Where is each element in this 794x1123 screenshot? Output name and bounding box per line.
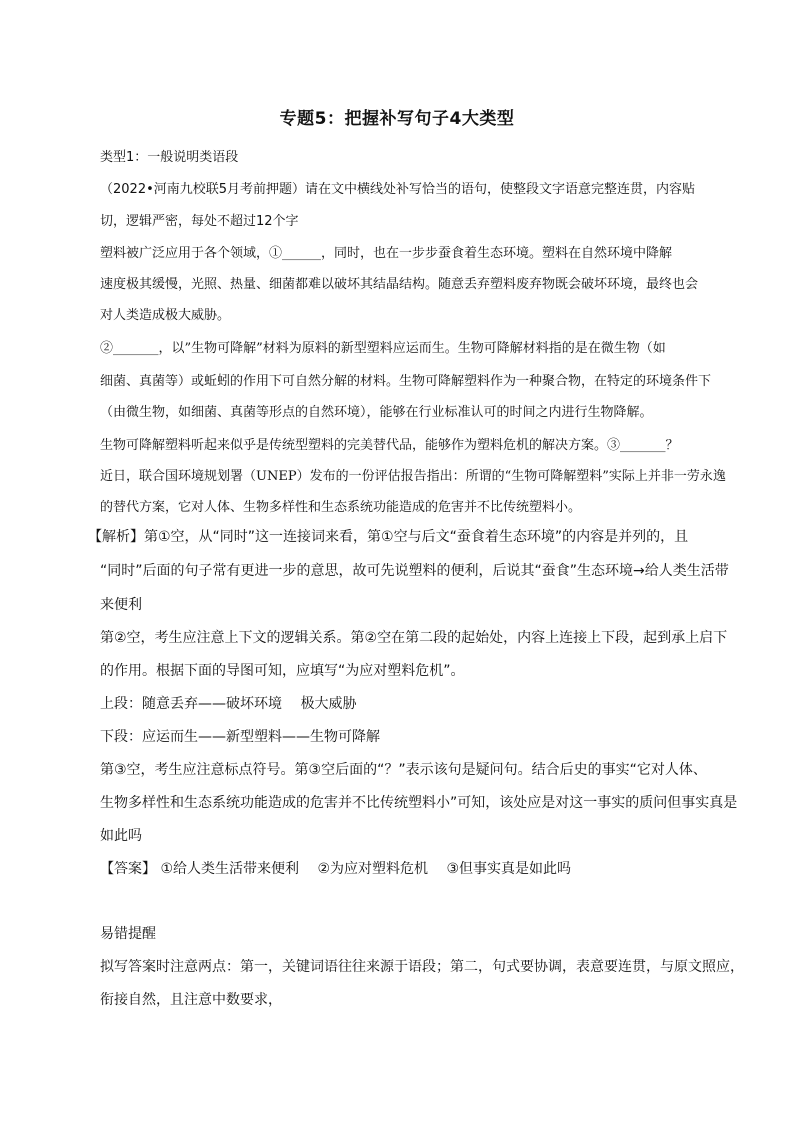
upper-paragraph-map: 上段：随意丢弃——破坏环境 极大威胁 <box>100 696 357 712</box>
analysis-p2-line-1: 第②空，考生应注意上下文的逻辑关系。第②空在第二段的起始处，内容上连接上下段，起到承上启下 <box>100 630 728 646</box>
passage-p2-line-1: ②_______，以”生物可降解”材料为原料的新型塑料应运而生。生物可降解材料指的是在微生物（如 <box>100 341 666 356</box>
section-type-heading: 类型1：一般说明类语段 <box>100 150 239 165</box>
question-line-2: 切，逻辑严密，每处不超过12个字 <box>100 214 299 229</box>
analysis-p1-line-1: 【解析】第①空，从“同时”这一连接词来看，第①空与后文“蚕食着生态环境”的内容是并列的，且 <box>88 529 689 545</box>
answer-line: 【答案】 ①给人类生活带来便利 ②为应对塑料危机 ③但事实真是如此吗 <box>100 861 572 877</box>
passage-p3-line-3: 的替代方案，它对人体、生物多样性和生态系统功能造成的危害并不比传统塑料小。 <box>100 500 582 515</box>
passage-p2-line-2: 细菌、真菌等）或蚯蚓的作用下可自然分解的材料。生物可降解塑料作为一种聚合物，在特定的环境条件下 <box>100 374 712 389</box>
page-title: 专题5：把握补写句子4大类型 <box>279 109 515 129</box>
analysis-p1-line-2: “同时”后面的句子常有更进一步的意思，故可先说塑料的便利，后说其“蚕食”生态环境→给人类生活带 <box>100 563 729 579</box>
question-line-1: （2022•河南九校联5月考前押题）请在文中横线处补写恰当的语句，使整段文字语意完整连贯，内容贴 <box>100 182 696 197</box>
passage-p1-line-3: 对人类造成极大威胁。 <box>100 308 231 323</box>
passage-p2-line-3: （由微生物，如细菌、真菌等形点的自然环境），能够在行业标准认可的时间之内进行生物降解。 <box>100 405 653 420</box>
tip-heading: 易错提醒 <box>100 926 156 942</box>
passage-p1-line-1: 塑料被广泛应用于各个领域，①______，同时，也在一步步蚕食着生态环境。塑料在自然环境中降解 <box>100 246 673 261</box>
analysis-p2-line-2: 的作用。根据下面的导图可知，应填写“为应对塑料危机”。 <box>100 663 465 679</box>
analysis-p1-line-3: 来便利 <box>100 597 142 613</box>
passage-p1-line-2: 速度极其缓慢，光照、热量、细菌都难以破坏其结晶结构。随意丢弃塑料废弃物既会破坏环境，最终也会 <box>100 277 699 292</box>
tip-line-2: 衔接自然，且注意中数要求， <box>100 992 282 1008</box>
analysis-p3-line-3: 如此吗 <box>100 828 142 844</box>
lower-paragraph-map: 下段：应运而生——新型塑料——生物可降解 <box>100 729 380 745</box>
analysis-p3-line-2: 生物多样性和生态系统功能造成的危害并不比传统塑料小”可知，该处应是对这一事实的质问但事实真是 <box>100 795 738 811</box>
analysis-p3-line-1: 第③空，考生应注意标点符号。第③空后面的“？”表示该句是疑问句。结合后史的事实“它对人体、 <box>100 762 707 778</box>
passage-p3-line-1: 生物可降解塑料听起来似乎是传统型塑料的完美替代品，能够作为塑料危机的解决方案。③_______？ <box>100 438 679 453</box>
passage-p3-line-2: 近日，联合国环境规划署（UNEP）发布的一份评估报告指出：所谓的“生物可降解塑料”实际上并非一劳永逸 <box>100 469 726 484</box>
tip-line-1: 拟写答案时注意两点：第一，关键词语往往来源于语段；第二，句式要协调，表意要连贯，与原文照应， <box>100 959 744 975</box>
